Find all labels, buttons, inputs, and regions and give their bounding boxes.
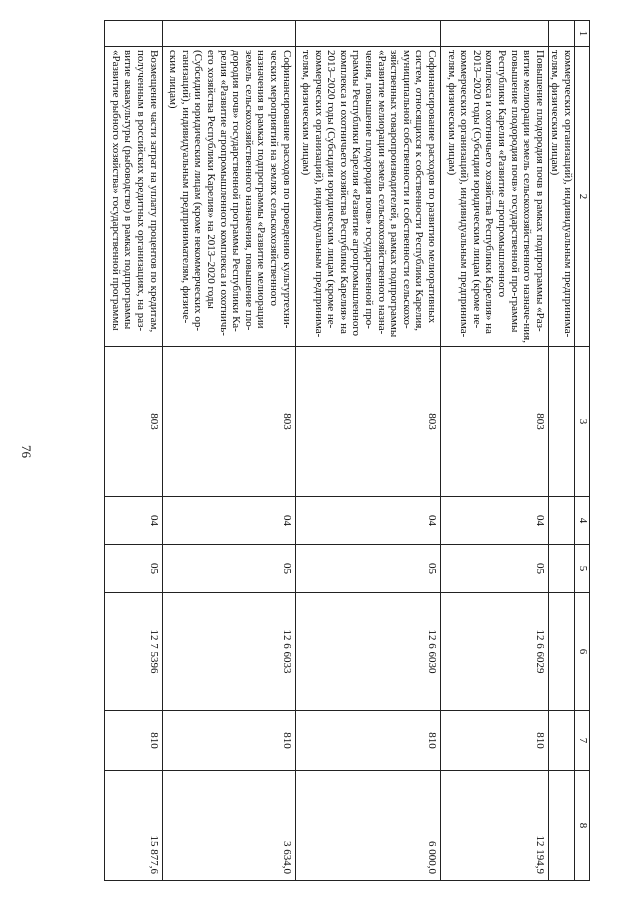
row-description: Софинансирование расходов по проведению культуртехни-ческих мероприятий на землях сельскохозяйственного назначения в рамках подпрограммы «Развитие мелиорации земель сельскохозяйственного назначения, повышение пло-дородия почв» государственной программы Республики Ка-релия «Развитие агропромышленного комплекса и охотничь-его хозяйства Республики Карелия» на 2013–2020 годы (Субсидии юридическим лицам (кроме некоммерческих ор-ганизаций), индивидуальным предпринимателям, физиче-ским лицам): [162, 47, 295, 347]
cell-empty: [548, 711, 574, 771]
row-description: Повышение плодородия почв в рамках подпрограммы «Раз-витие мелиорации земель сельскохозяйственного назначе-ния, повышение плодородия почв» государственной про-граммы Республики Карелия «Развитие агропромышленного комплекса и охотничьего хозяйства Республики Карелия» на 2013–2020 годы (Субсидии юридическим лицам (кроме не-коммерческих организаций), индивидуальным предпринима-телям, физическим лицам): [441, 47, 549, 347]
table-row-continuation: [548, 21, 574, 881]
cell-col1: [105, 21, 162, 47]
row-amount: 6 000,0: [295, 771, 441, 881]
column-header: 1: [575, 21, 590, 47]
row-section: 04: [295, 497, 441, 545]
row-target-article: 12 6 6030: [295, 593, 441, 711]
row-subsection: 05: [105, 545, 162, 593]
cell-empty: [548, 593, 574, 711]
row-target-article: 12 6 6029: [441, 593, 549, 711]
row-amount: 15 877,6: [105, 771, 162, 881]
row-amount: 3 634,0: [162, 771, 295, 881]
row-expense-type: 810: [441, 711, 549, 771]
row-expense-type: 810: [162, 711, 295, 771]
table-row: [441, 21, 549, 881]
row-expense-type: 810: [295, 711, 441, 771]
row-subsection: 05: [162, 545, 295, 593]
column-header: 5: [575, 545, 590, 593]
cell-empty: [548, 497, 574, 545]
continuation-text: коммерческих организаций), индивидуальным предпринима-телям, физическим лицам): [548, 47, 574, 347]
column-header: 3: [575, 347, 590, 497]
cell-col1: [295, 21, 441, 47]
row-admin-code: 803: [105, 347, 162, 497]
row-subsection: 05: [441, 545, 549, 593]
cell-col1: [548, 21, 574, 47]
table-row: [162, 21, 295, 881]
column-header: 2: [575, 47, 590, 347]
page-number: 76: [19, 445, 34, 458]
cell-col1: [441, 21, 549, 47]
row-section: 04: [162, 497, 295, 545]
row-expense-type: 810: [105, 711, 162, 771]
table-header-row: [575, 21, 590, 881]
column-header: 8: [575, 771, 590, 881]
row-description: Софинансирование расходов по развитию мелиоративных систем, относящихся к собственности Республики Карелия, муниципальной собственности и собственности сельскохо-зяйственных товаропроизводителей, в рамках подпрограммы «Развитие мелиорации земель сельскохозяйственного назна-чения, повышение плодородия почв» государственной про-граммы Республики Карелия «Развитие агропромышленного комплекса и охотничьего хозяйства Республики Карелия» на 2013–2020 годы (Субсидии юридическим лицам (кроме не-коммерческих организаций), индивидуальным предпринима-телям, физическим лицам): [295, 47, 441, 347]
row-description: Возмещение части затрат на уплату процентов по кредитам, полученным в российских кредитных организациях, на раз-витие аквакультуры (рыбоводство) в рамках подпрограммы «Развитие рыбного хозяйства» государственной программы: [105, 47, 162, 347]
column-header: 6: [575, 593, 590, 711]
row-target-article: 12 7 5396: [105, 593, 162, 711]
cell-col1: [162, 21, 295, 47]
cell-empty: [548, 771, 574, 881]
budget-table: [104, 20, 590, 881]
row-admin-code: 803: [295, 347, 441, 497]
row-amount: 12 194,9: [441, 771, 549, 881]
table-row: [295, 21, 441, 881]
row-target-article: 12 6 6033: [162, 593, 295, 711]
row-admin-code: 803: [441, 347, 549, 497]
column-header: 7: [575, 711, 590, 771]
cell-empty: [548, 347, 574, 497]
cell-empty: [548, 545, 574, 593]
row-section: 04: [105, 497, 162, 545]
column-header: 4: [575, 497, 590, 545]
row-admin-code: 803: [162, 347, 295, 497]
row-section: 04: [441, 497, 549, 545]
row-subsection: 05: [295, 545, 441, 593]
rotated-page-content: [100, 20, 590, 880]
table-row: [105, 21, 162, 881]
